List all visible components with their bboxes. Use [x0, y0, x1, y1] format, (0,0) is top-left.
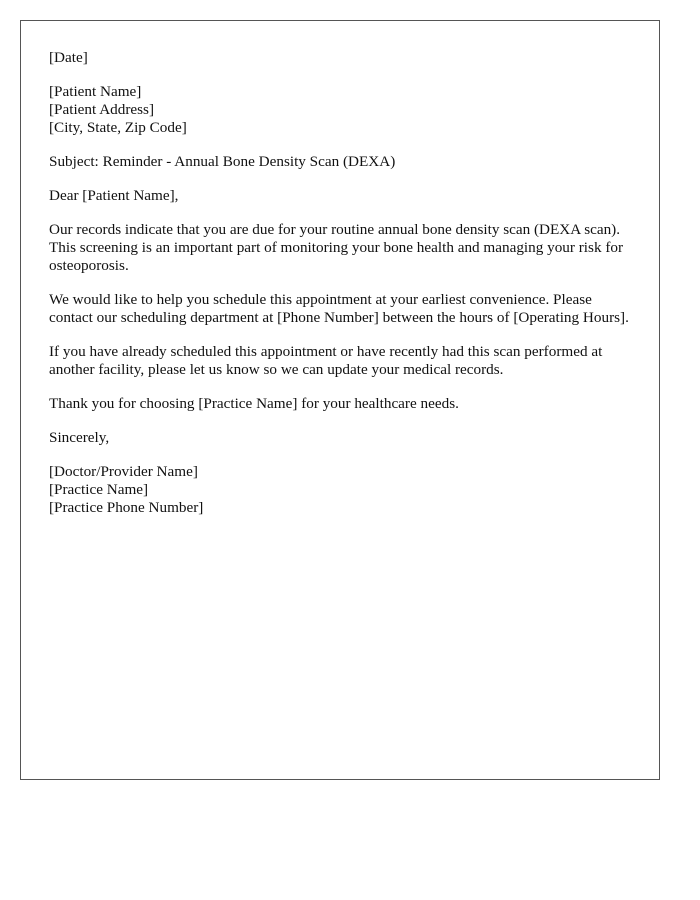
closing: Sincerely,	[49, 429, 110, 446]
salutation: Dear [Patient Name],	[49, 187, 179, 204]
date-line	[49, 49, 639, 67]
subject-line: Subject: Reminder - Annual Bone Density Scan (DEXA)	[49, 153, 396, 170]
body-paragraph-already-scheduled: If you have already scheduled this appointment or have recently had this scan performed at another facility, please let us know so we can update your medical records.	[49, 343, 603, 378]
signature-practice: [Practice Name]	[49, 481, 149, 498]
recipient-name: [Patient Name]	[49, 83, 142, 100]
body-paragraph-thank-you: Thank you for choosing [Practice Name] for your healthcare needs.	[49, 395, 459, 412]
body-paragraph-scheduling: We would like to help you schedule this appointment at your earliest convenience. Please contact our scheduling department at [Phone Number] between the hours of [Operating Hours].	[49, 291, 629, 326]
signature-phone: [Practice Phone Number]	[49, 499, 204, 516]
signature-block	[49, 463, 639, 517]
letter-page	[20, 20, 660, 780]
letter-body	[49, 49, 639, 533]
body-paragraph-due-notice: Our records indicate that you are due for your routine annual bone density scan (DEXA scan). This screening is an important part of monitoring your bone health and managing your risk for osteoporosis.	[49, 221, 624, 274]
letter-date: [Date]	[49, 49, 88, 66]
recipient-address: [Patient Address]	[49, 101, 155, 118]
recipient-address-block	[49, 83, 639, 137]
signature-provider: [Doctor/Provider Name]	[49, 463, 198, 480]
recipient-city-state-zip: [City, State, Zip Code]	[49, 119, 187, 136]
